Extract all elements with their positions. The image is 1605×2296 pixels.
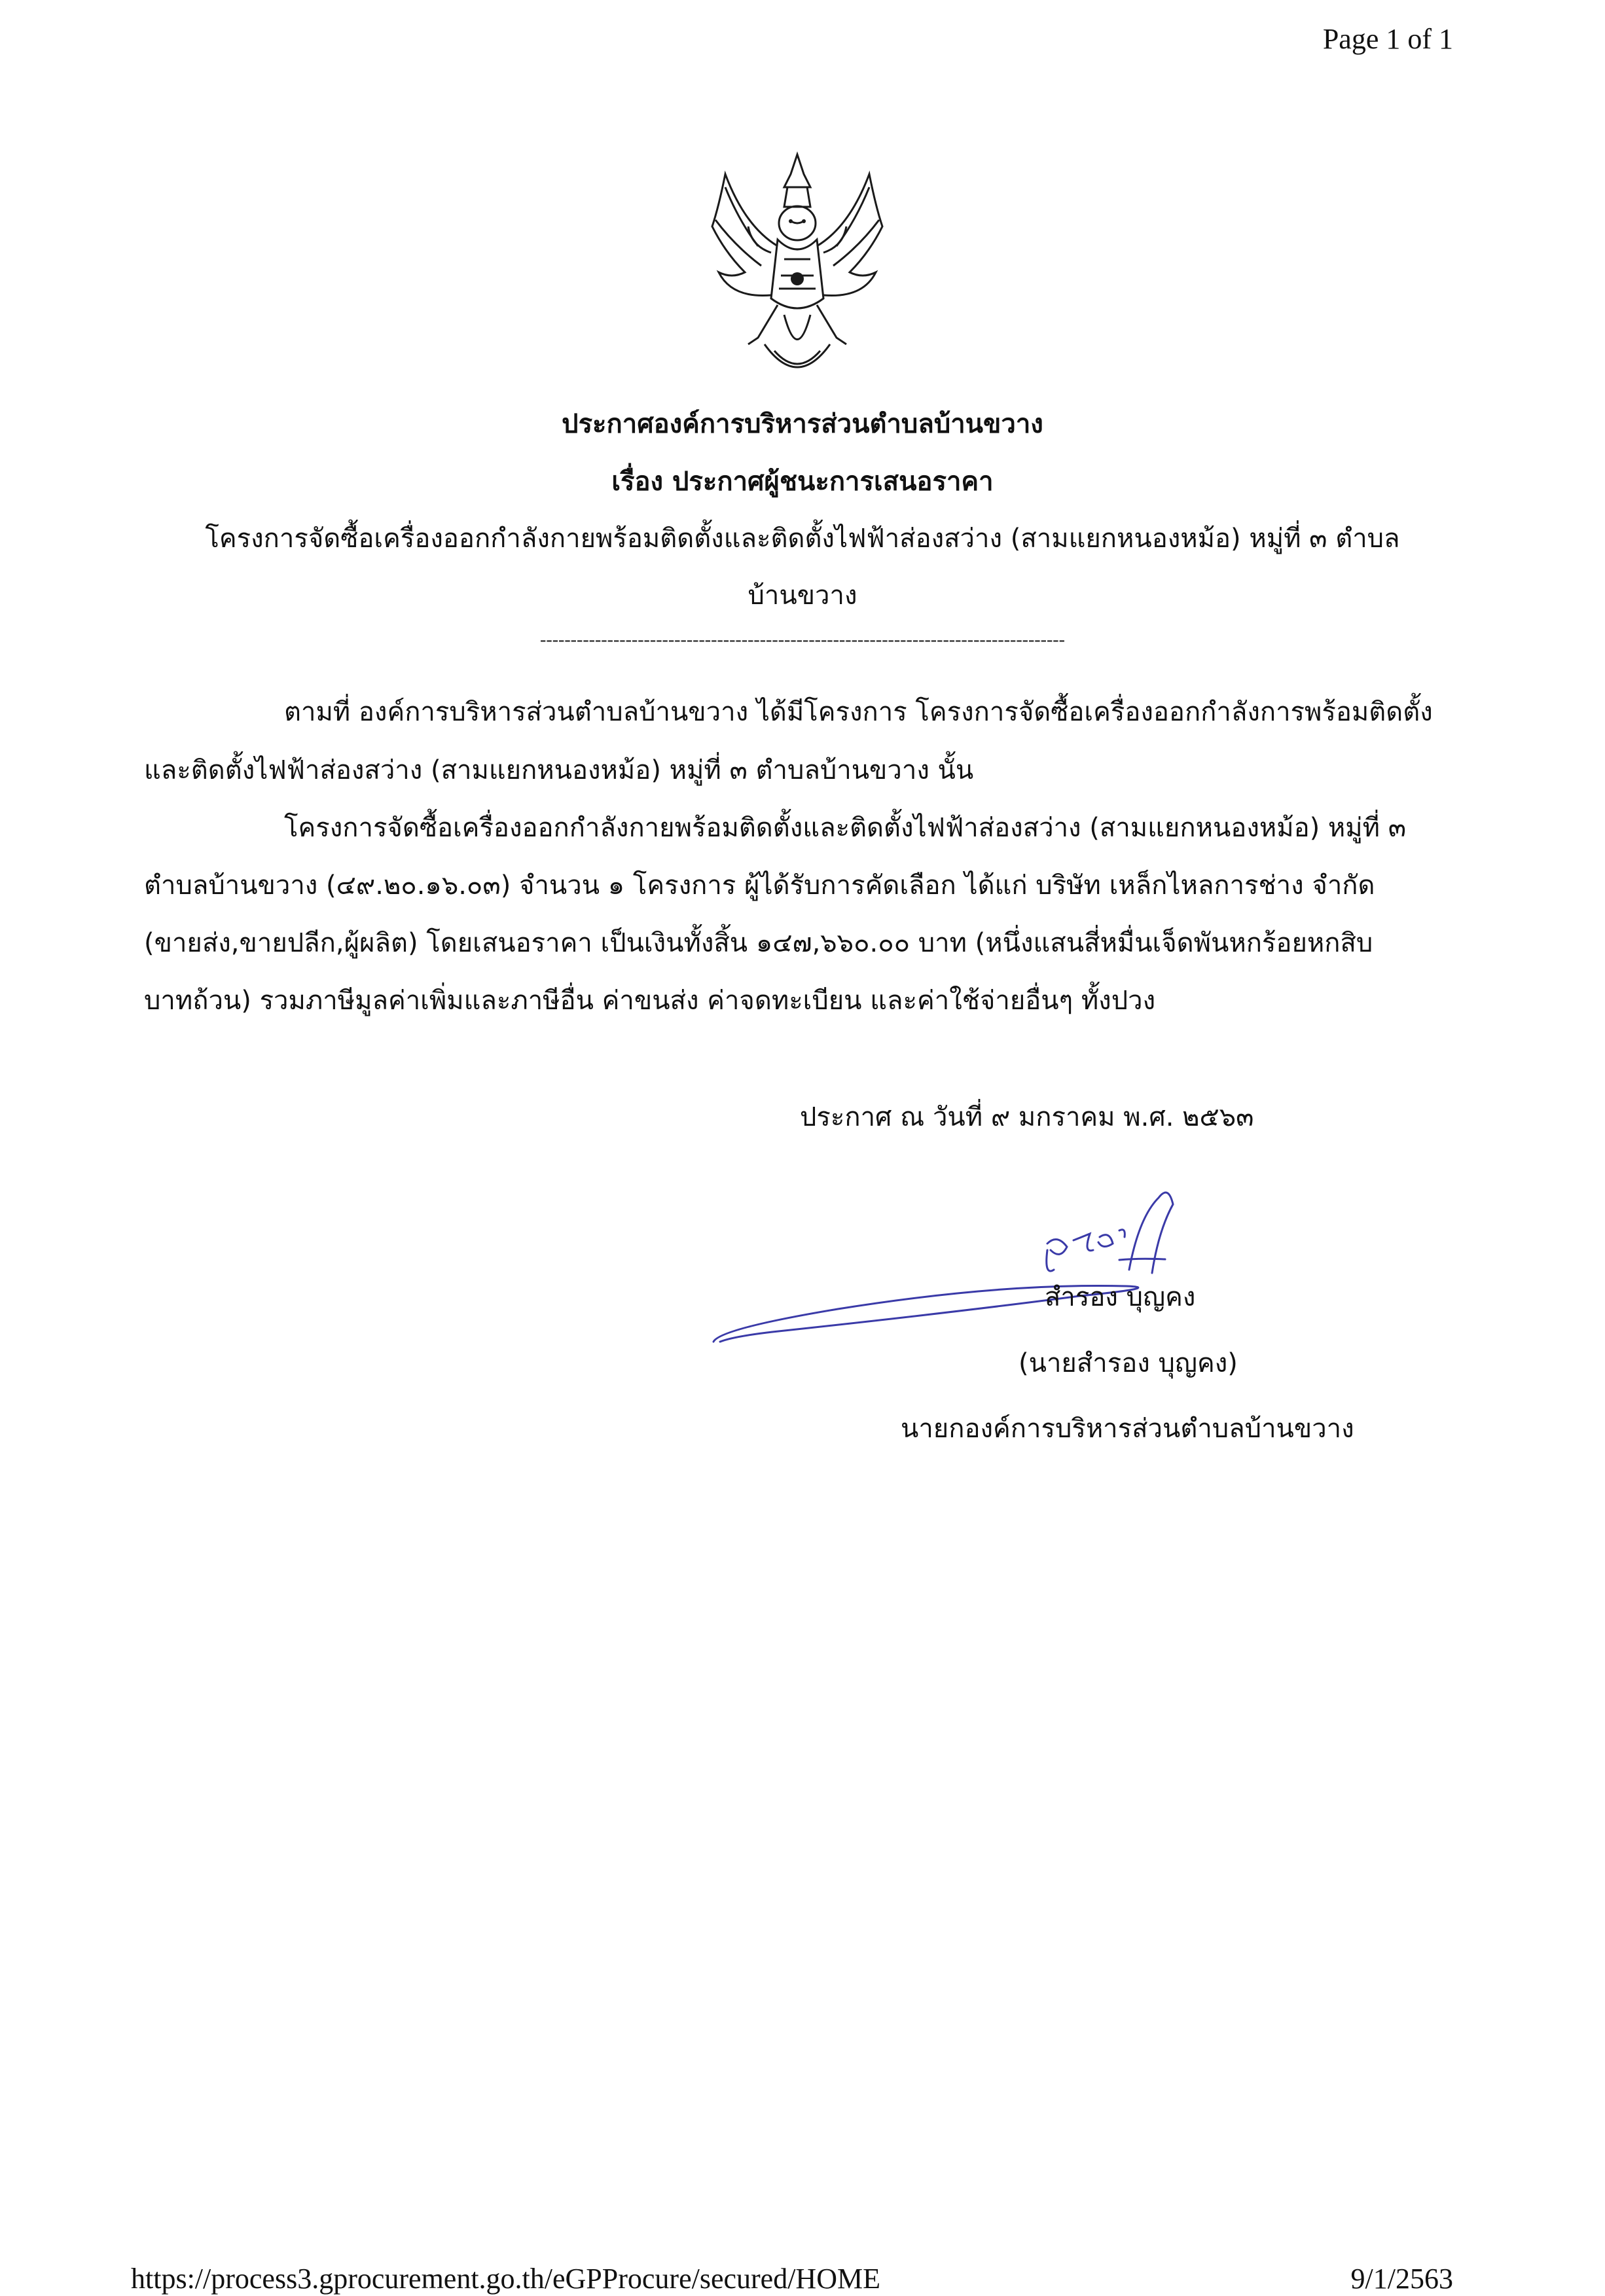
paragraph-1-line-2: และติดตั้งไฟฟ้าส่องสว่าง (สามแยกหนองหม้อ) หมู่ที่ ๓ ตำบลบ้านขวาง นั้น bbox=[144, 755, 974, 785]
project-title-line-1: โครงการจัดซื้อเครื่องออกกำลังกายพร้อมติดตั้งและติดตั้งไฟฟ้าส่องสว่าง (สามแยกหนองหม้อ) หมู่ที่ ๓ ตำบล bbox=[205, 524, 1400, 554]
paragraph-2-line-3: (ขายส่ง,ขายปลีก,ผู้ผลิต) โดยเสนอราคา เป็นเงินทั้งสิ้น ๑๔๗,๖๖๐.๐๐ บาท (หนึ่งแสนสี่หมื่นเจ็ดพันหกร้อยหกสิบ bbox=[144, 928, 1373, 958]
paragraph-1-line-1: ตามที่ องค์การบริหารส่วนตำบลบ้านขวาง ได้มีโครงการ โครงการจัดซื้อเครื่องออกกำลังการพร้อมติดตั้ง bbox=[284, 697, 1433, 727]
title-separator: -------------------------------------------------------------------------------------- bbox=[540, 630, 1065, 650]
project-title-line-2: บ้านขวาง bbox=[748, 581, 857, 611]
footer-date: 9/1/2563 bbox=[1350, 2263, 1453, 2295]
announcement-date: ประกาศ ณ วันที่ ๙ มกราคม พ.ศ. ๒๕๖๓ bbox=[800, 1102, 1254, 1132]
signer-full-name: (นายสำรอง บุญคง) bbox=[1019, 1348, 1238, 1378]
page-label: Page 1 of 1 bbox=[1322, 23, 1453, 55]
signer-position: นายกองค์การบริหารส่วนตำบลบ้านขวาง bbox=[901, 1414, 1354, 1444]
paragraph-2-line-4: บาทถ้วน) รวมภาษีมูลค่าเพิ่มและภาษีอื่น ค่าขนส่ง ค่าจดทะเบียน และค่าใช้จ่ายอื่นๆ ทั้งปวง bbox=[144, 986, 1156, 1016]
signer-name: สำรอง บุญคง bbox=[1045, 1282, 1196, 1312]
footer-url: https://process3.gprocurement.go.th/eGPProcure/secured/HOME bbox=[131, 2263, 880, 2295]
garuda-emblem-icon bbox=[686, 148, 909, 393]
announcement-subject: เรื่อง ประกาศผู้ชนะการเสนอราคา bbox=[611, 467, 994, 497]
paragraph-2-line-2: ตำบลบ้านขวาง (๔๙.๒๐.๑๖.๐๓) จำนวน ๑ โครงการ ผู้ได้รับการคัดเลือก ได้แก่ บริษัท เหล็กไหลการช่าง จำกัด bbox=[144, 870, 1375, 901]
announcement-title: ประกาศองค์การบริหารส่วนตำบลบ้านขวาง bbox=[562, 409, 1043, 439]
paragraph-2-line-1: โครงการจัดซื้อเครื่องออกกำลังกายพร้อมติดตั้งและติดตั้งไฟฟ้าส่องสว่าง (สามแยกหนองหม้อ) หมู่ที่ ๓ bbox=[284, 813, 1407, 843]
